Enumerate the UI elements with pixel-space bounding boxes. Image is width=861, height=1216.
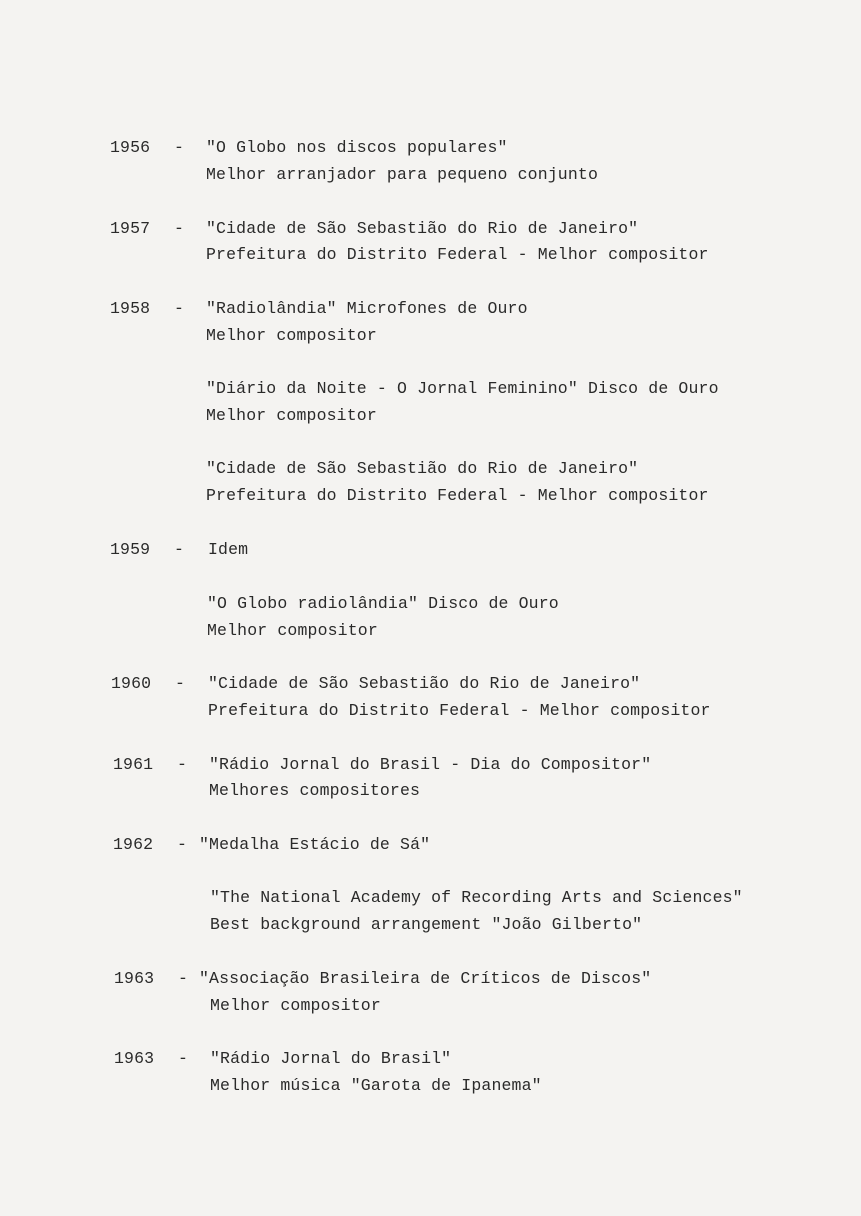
entry-detail: Best background arrangement "João Gilberto": [210, 915, 643, 934]
entry-title: "Rádio Jornal do Brasil": [210, 1049, 452, 1068]
entry-title: Idem: [208, 540, 249, 559]
entry-dash: -: [178, 969, 189, 988]
entry-title: "Associação Brasileira de Críticos de Discos": [199, 969, 652, 988]
entry-year: 1963: [114, 969, 155, 988]
entry-year: 1959: [110, 540, 151, 559]
entry-detail: Melhor compositor: [206, 406, 377, 425]
entry-detail: Prefeitura do Distrito Federal - Melhor compositor: [206, 245, 709, 264]
entry-title: "O Globo radiolândia" Disco de Ouro: [207, 594, 559, 613]
entry-detail: Melhor compositor: [206, 326, 377, 345]
entry-dash: -: [175, 674, 186, 693]
entry-year: 1961: [113, 755, 154, 774]
entry-detail: Prefeitura do Distrito Federal - Melhor compositor: [206, 486, 709, 505]
entry-year: 1962: [113, 835, 154, 854]
entry-detail: Melhores compositores: [209, 781, 421, 800]
entry-year: 1958: [110, 299, 151, 318]
entry-dash: -: [177, 755, 188, 774]
entry-year: 1956: [110, 138, 151, 157]
entry-dash: -: [174, 219, 185, 238]
entry-title: "O Globo nos discos populares": [206, 138, 508, 157]
entry-year: 1960: [111, 674, 152, 693]
entry-year: 1963: [114, 1049, 155, 1068]
entry-title: "Rádio Jornal do Brasil - Dia do Compositor": [209, 755, 652, 774]
entry-title: "Cidade de São Sebastião do Rio de Janeiro": [206, 459, 639, 478]
entry-detail: Prefeitura do Distrito Federal - Melhor compositor: [208, 701, 711, 720]
entry-dash: -: [174, 540, 185, 559]
entry-title: "Diário da Noite - O Jornal Feminino" Disco de Ouro: [206, 379, 719, 398]
entry-detail: Melhor arranjador para pequeno conjunto: [206, 165, 599, 184]
entry-dash: -: [174, 299, 185, 318]
entry-title: "The National Academy of Recording Arts and Sciences": [210, 888, 743, 907]
entry-detail: Melhor música "Garota de Ipanema": [210, 1076, 542, 1095]
entry-detail: Melhor compositor: [210, 996, 381, 1015]
entry-title: "Radiolândia" Microfones de Ouro: [206, 299, 528, 318]
entry-title: "Cidade de São Sebastião do Rio de Janeiro": [206, 219, 639, 238]
entry-title: "Cidade de São Sebastião do Rio de Janeiro": [208, 674, 641, 693]
entry-year: 1957: [110, 219, 151, 238]
entry-detail: Melhor compositor: [207, 621, 378, 640]
entry-dash: -: [174, 138, 185, 157]
entry-title: "Medalha Estácio de Sá": [199, 835, 431, 854]
entry-dash: -: [178, 1049, 189, 1068]
entry-dash: -: [177, 835, 188, 854]
